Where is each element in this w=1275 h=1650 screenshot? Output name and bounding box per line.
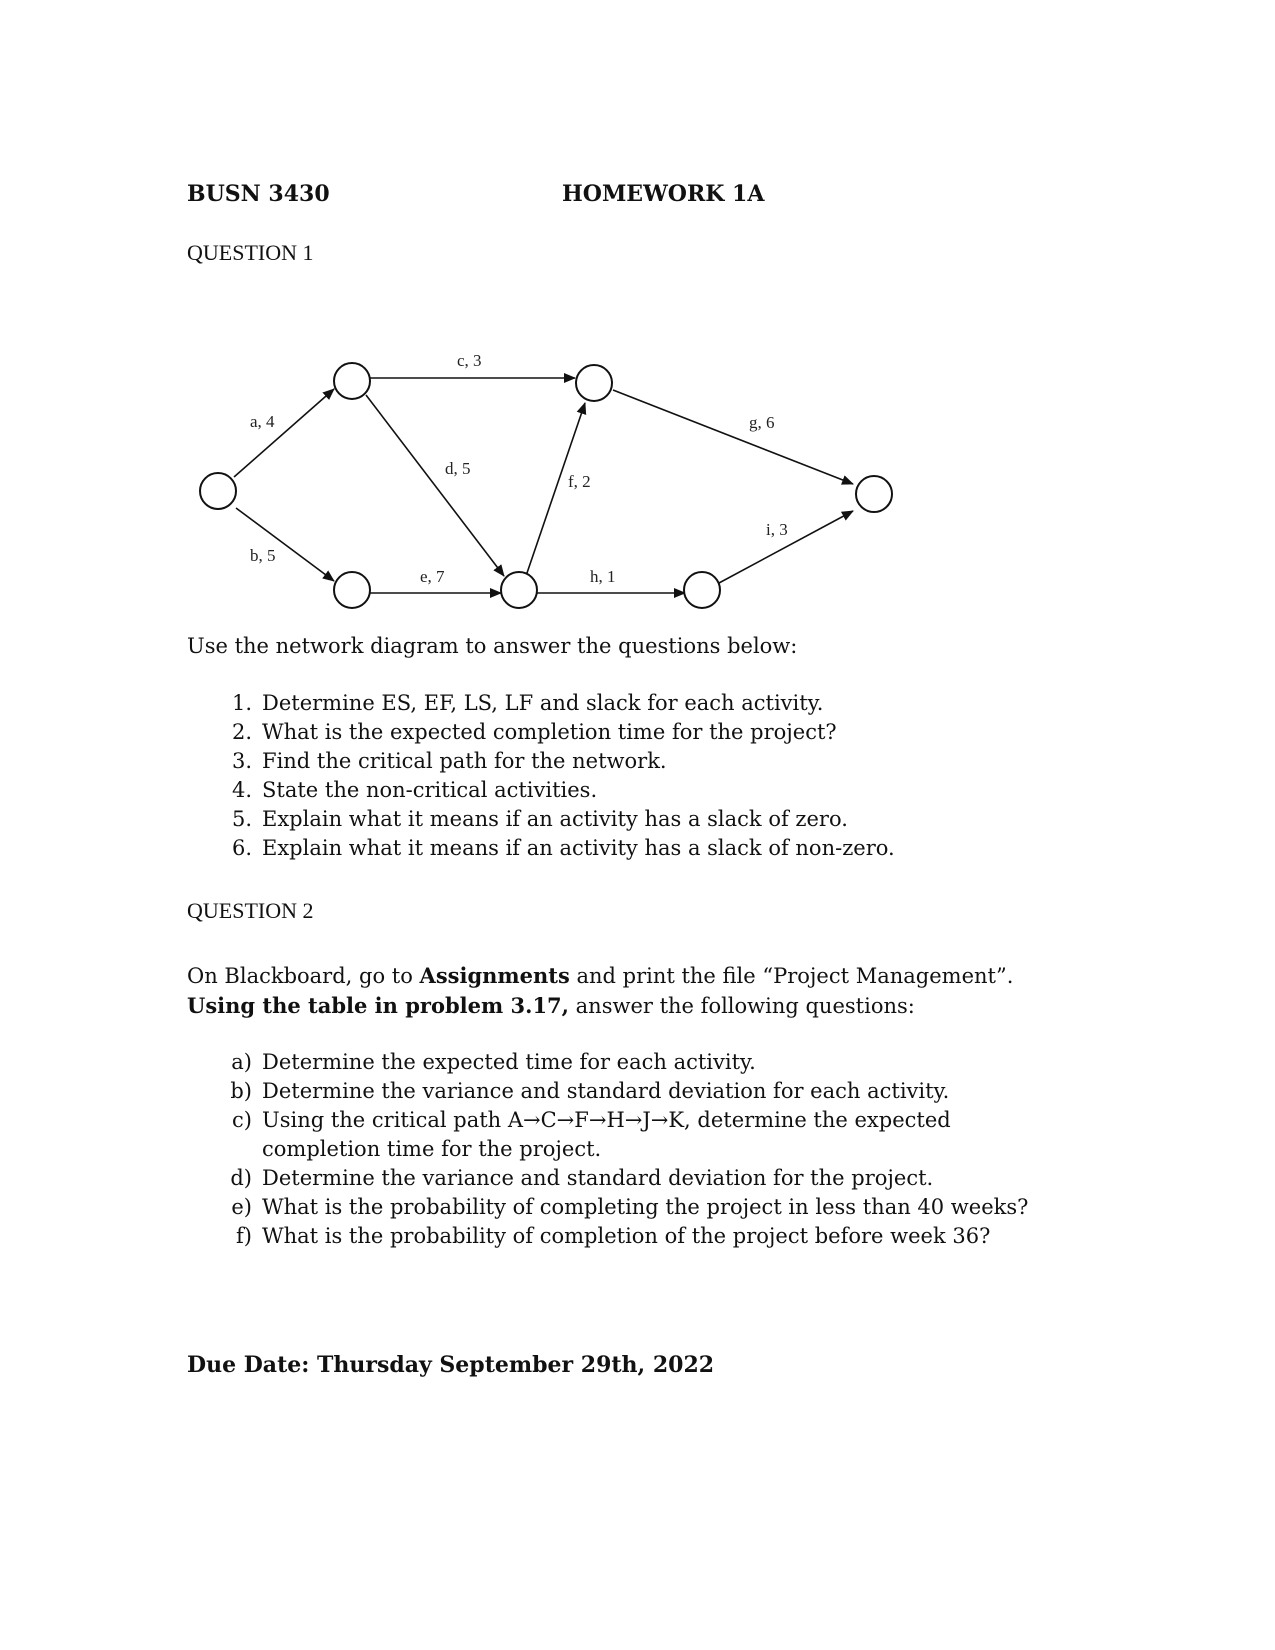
label-h: h, 1: [590, 567, 616, 586]
edge-d: [366, 395, 504, 576]
label-a: a, 4: [250, 412, 275, 431]
label-g: g, 6: [749, 413, 775, 432]
list-item: f) What is the probability of completion of the project before week 36?: [236, 1224, 991, 1248]
list-item: 3. Find the critical path for the network.: [231, 749, 667, 773]
edge-b: [236, 508, 334, 581]
label-i: i, 3: [766, 520, 788, 539]
list-item: 6. Explain what it means if an activity has a slack of non-zero.: [231, 836, 895, 860]
question-2-list: [230, 1048, 1062, 1251]
node-3: [334, 572, 370, 608]
label-b: b, 5: [250, 546, 276, 565]
due-date: Due Date: Thursday September 29th, 2022: [187, 1352, 715, 1378]
question-1-list: [231, 689, 895, 863]
list-item: 1. Determine ES, EF, LS, LF and slack for each activity.: [231, 691, 824, 715]
question-2-paragraph: On Blackboard, go to Assignments and print the file “Project Management”. Using the table in problem 3.17, answer the following questions:: [187, 963, 1014, 1018]
list-item: b) Determine the variance and standard deviation for each activity.: [230, 1079, 950, 1103]
node-5: [576, 365, 612, 401]
question-1-heading: QUESTION 1: [187, 240, 314, 265]
edge-a: [234, 389, 334, 477]
label-f: f, 2: [568, 472, 591, 491]
label-e: e, 7: [420, 567, 445, 586]
course-code: BUSN 3430: [187, 181, 330, 207]
label-d: d, 5: [445, 459, 471, 478]
list-item: d) Determine the variance and standard deviation for the project.: [230, 1166, 934, 1190]
label-c: c, 3: [457, 351, 482, 370]
network-diagram: [0, 0, 1275, 640]
edge-g: [613, 390, 853, 484]
list-item: a) Determine the expected time for each activity.: [231, 1050, 756, 1074]
list-item: 4. State the non-critical activities.: [231, 778, 598, 802]
list-item: 2. What is the expected completion time for the project?: [231, 720, 837, 744]
node-start: [200, 473, 236, 509]
list-item: 5. Explain what it means if an activity has a slack of zero.: [231, 807, 848, 831]
list-item: c) Using the critical path A→C→F→H→J→K, determine the expected completion time for the project.: [232, 1108, 951, 1161]
node-end: [856, 476, 892, 512]
homework-title: HOMEWORK 1A: [562, 181, 765, 207]
question-1-intro: Use the network diagram to answer the questions below:: [187, 634, 798, 658]
node-6: [684, 572, 720, 608]
list-item: e) What is the probability of completing the project in less than 40 weeks?: [231, 1195, 1029, 1219]
node-4: [501, 572, 537, 608]
node-2: [334, 363, 370, 399]
question-2-heading: QUESTION 2: [187, 898, 314, 923]
